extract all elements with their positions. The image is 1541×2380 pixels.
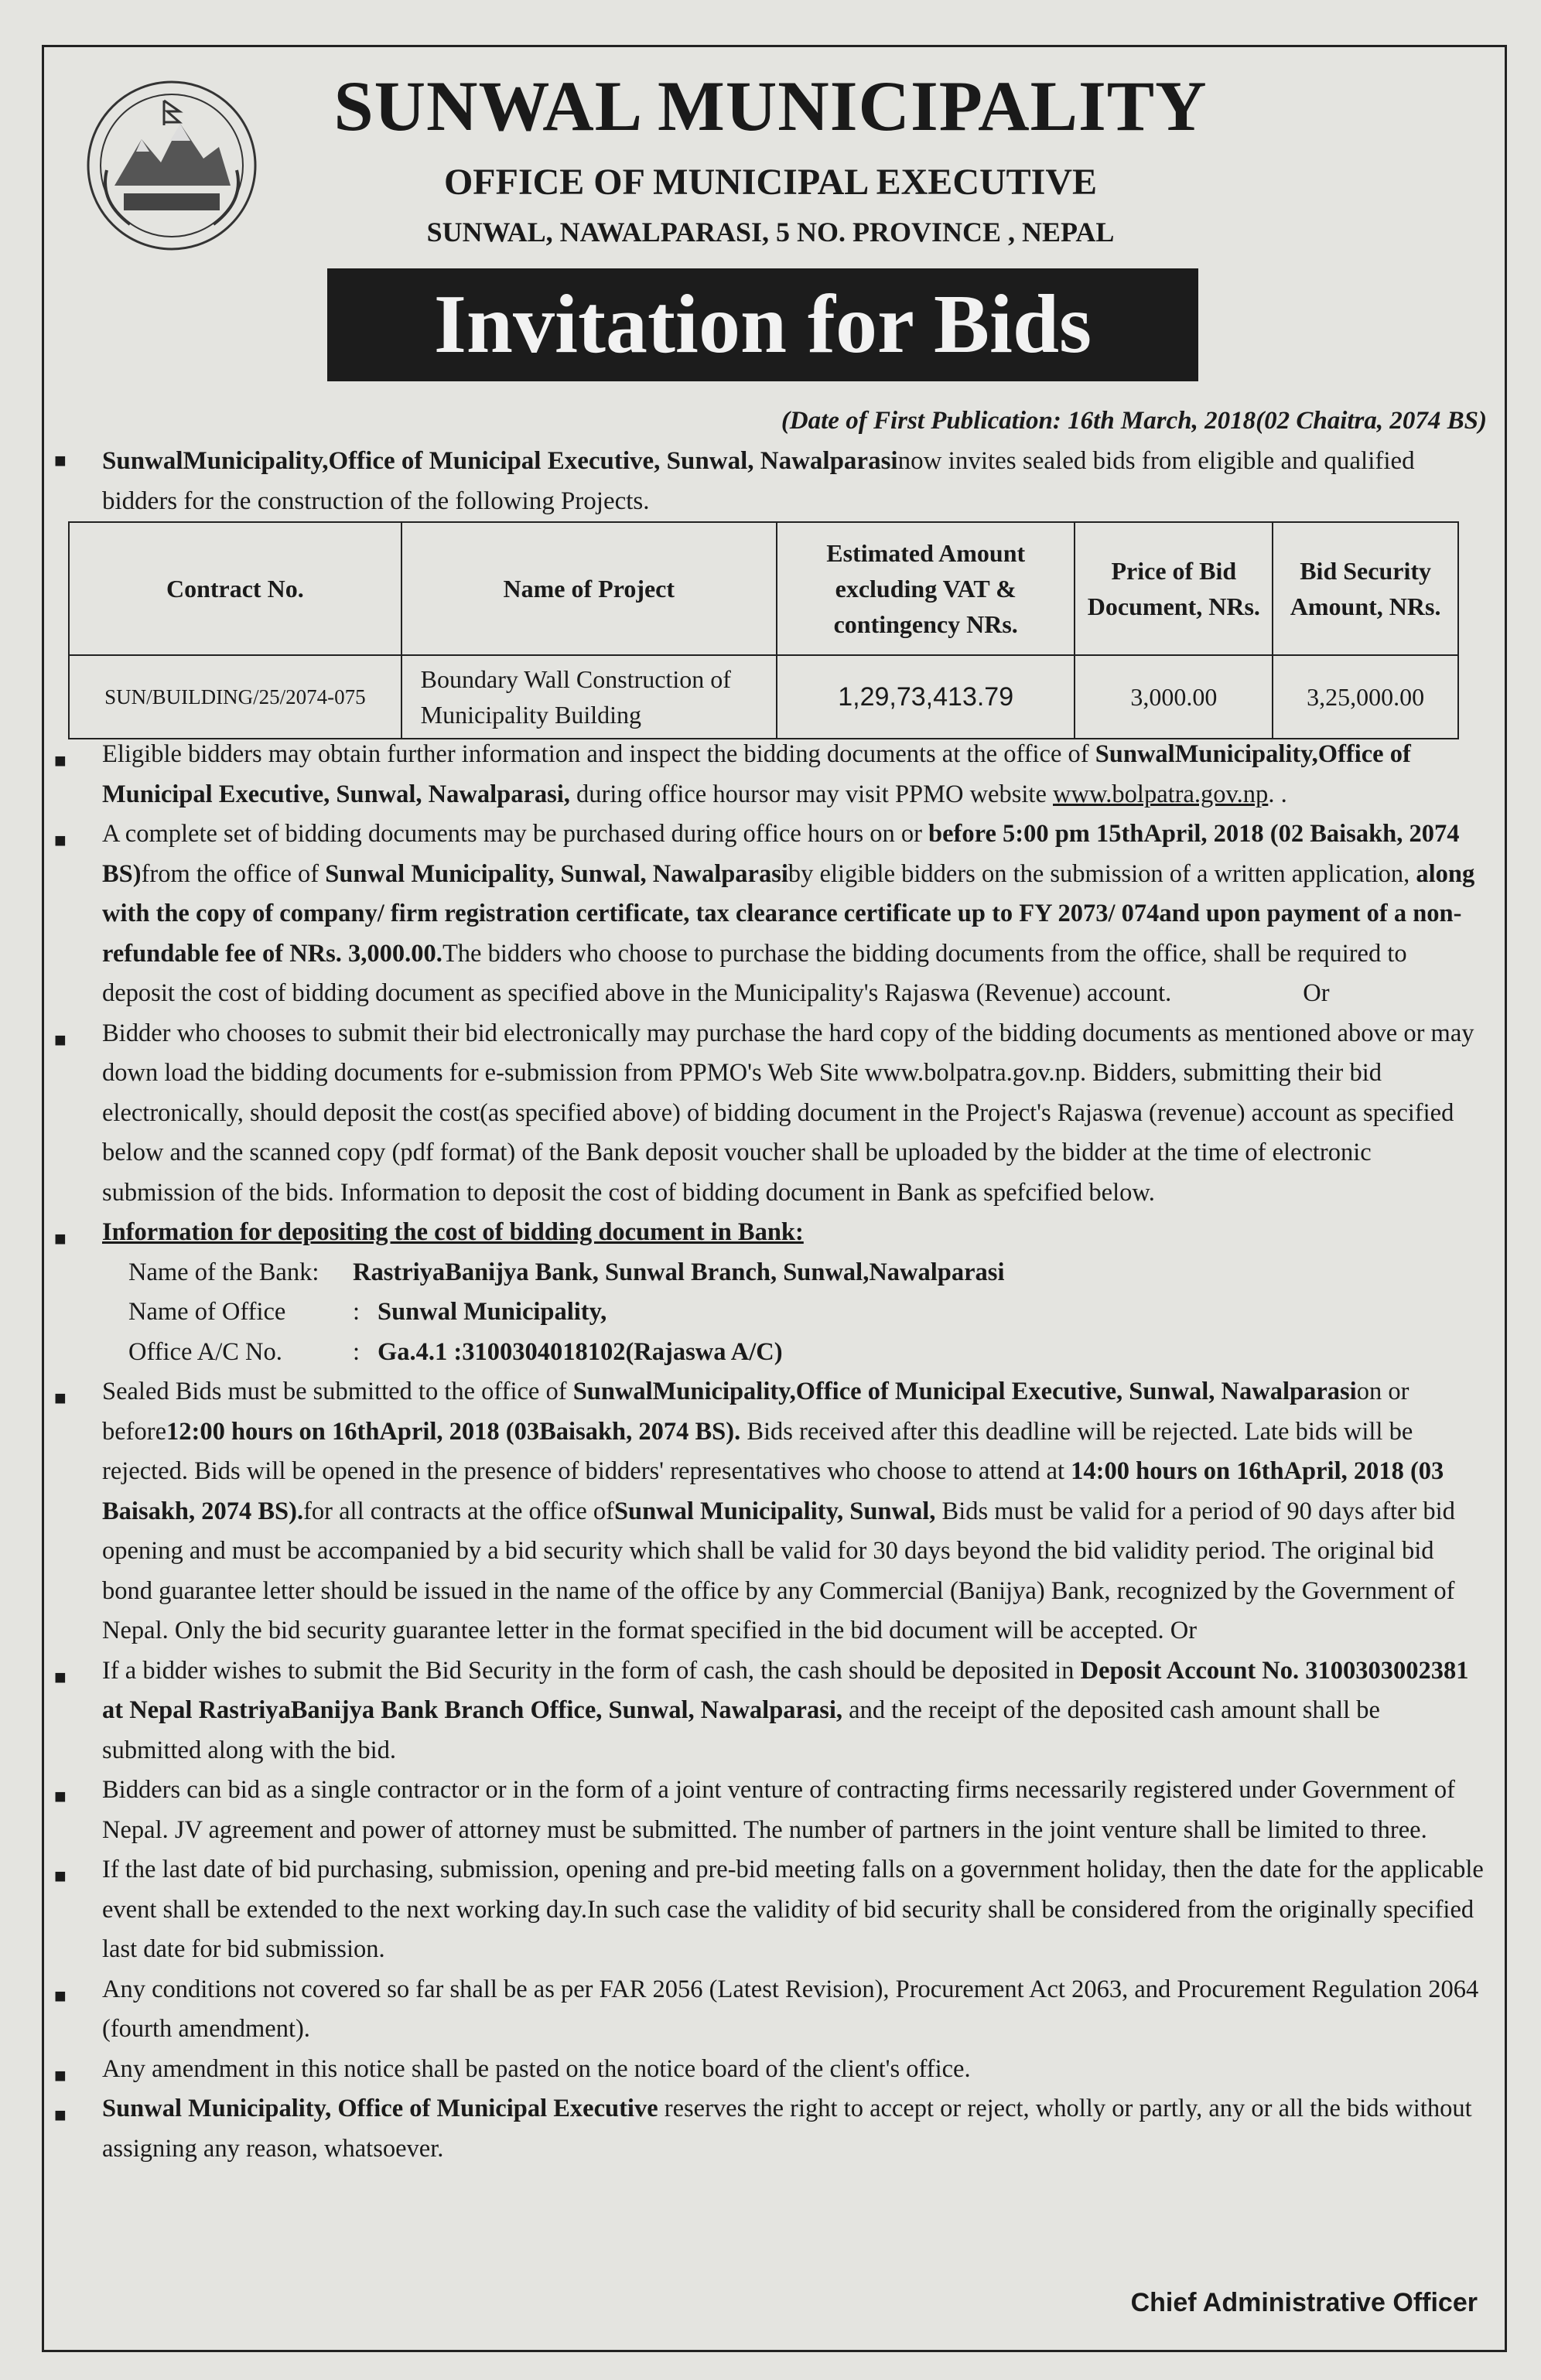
cell-bid-document-price: 3,000.00 (1075, 655, 1273, 739)
paragraph-joint-venture: ■ Bidders can bid as a single contractor or in the form of a joint venture of contracting firms necessarily registered under Government of Nepal. JV agreement and power of attorney must be submitted. The number of partners in the joint venture shall be limited to three. (54, 1776, 1456, 1844)
bullet-icon: ■ (54, 1228, 67, 1250)
header-contract-no: Contract No. (69, 522, 401, 655)
bullet-icon: ■ (54, 2104, 67, 2126)
cell-estimated-amount: 1,29,73,413.79 (777, 655, 1075, 739)
bullet-icon: ■ (54, 1387, 67, 1409)
cell-contract-no: SUN/BUILDING/25/2074-075 (69, 655, 401, 739)
paragraph-regulations: ■ Any conditions not covered so far shall be as per FAR 2056 (Latest Revision), Procurement Act 2063, and Procurement Regulation 2064 (fourth amendment). (54, 1975, 1479, 2043)
bank-info-heading: Information for depositing the cost of bidding document in Bank: (102, 1218, 804, 1246)
bullet-icon: ■ (54, 1665, 67, 1689)
table-row (69, 655, 1458, 739)
bids-table (68, 521, 1459, 739)
paragraph-further-information: ■ Eligible bidders may obtain further information and inspect the bidding documents at the office of SunwalMunicipality,Office of Municipal Executive, Sunwal, Nawalparasi, during office hoursor may visit PPMO website www.bolpatra.gov.np. . (54, 740, 1411, 808)
bullet-icon: ■ (54, 1785, 67, 1808)
intro-bold: SunwalMunicipality,Office of Municipal Executive, Sunwal, Nawalparasi (102, 447, 898, 475)
header-bid-document-price: Price of Bid Document, NRs. (1075, 522, 1273, 655)
bullet-icon: ■ (54, 449, 67, 472)
table-header-row (69, 522, 1458, 655)
municipality-title: SUNWAL MUNICIPALITY (333, 67, 1208, 145)
header-bid-security: Bid Security Amount, NRs. (1273, 522, 1458, 655)
bank-details: Name of the Bank: RastriyaBanijya Bank, Sunwal Branch, Sunwal,Nawalparasi Name of Office : Sunwal Municipality, Office A/C No. : Ga.4.1 :3100304018102(Rajaswa A/C) (128, 1258, 1005, 1366)
intro-paragraph (54, 441, 1485, 521)
office-title: OFFICE OF MUNICIPAL EXECUTIVE (443, 162, 1098, 203)
paragraph-rights-reserved: ■ Sunwal Municipality, Office of Municipal Executive reserves the right to accept or reject, wholly or partly, any or all the bids without assigning any reason, whatsoever. (54, 2095, 1472, 2163)
paragraph-purchase-documents: ■ A complete set of bidding documents may be purchased during office hours on or before 5:00 pm 15thApril, 2018 (02 Baisakh, 2074 BS)from the office of Sunwal Municipality, Sunwal, Nawalparasiby eligible bidders on the submission of a written application, along with the copy of company/ firm registration certificate, tax clearance certificate up to FY 2073/ 074and upon payment of a non-refundable fee of NRs. 3,000.00.The bidders who choose to purchase the bidding documents from the office, shall be required to deposit the cost of bidding document as specified above in the Municipality's Rajaswa (Revenue) account. Or (54, 820, 1475, 1007)
bullet-icon: ■ (54, 1984, 67, 2007)
bullet-icon: ■ (54, 2064, 67, 2087)
paragraph-amendment: ■ Any amendment in this notice shall be pasted on the notice board of the client's office. (54, 2050, 1485, 2090)
cell-bid-security: 3,25,000.00 (1273, 655, 1458, 739)
header-project-name: Name of Project (401, 522, 777, 655)
paragraph-bank-information (54, 1213, 1485, 1253)
header-estimated-amount: Estimated Amount excluding VAT & contingency NRs. (777, 522, 1075, 655)
bullet-icon: ■ (54, 750, 67, 772)
invitation-banner: Invitation for Bids (327, 268, 1198, 381)
signatory-title: Chief Administrative Officer (1130, 2288, 1478, 2317)
paragraph-bid-submission: ■ Sealed Bids must be submitted to the office of SunwalMunicipality,Office of Municipal Executive, Sunwal, Nawalparasion or before12:00 hours on 16thApril, 2018 (03Baisakh, 2074 BS). Bids received after this deadline will be rejected. Late bids will be rejected. Bids will be opened in the presence of bidders' representatives who choose to attend at 14:00 hours on 16thApril, 2018 (03 Baisakh, 2074 BS).for all contracts at the office ofSunwal Municipality, Sunwal, Bids must be valid for a period of 90 days after bid opening and must be accompanied by a bid security which shall be valid for 30 days beyond the bid validity period. The original bid bond guarantee letter should be issued in the name of the office by any Commercial (Banijya) Bank, recognized by the Government of Nepal. Only the bid security guarantee letter in the format specified in the bid document will be accepted. Or (54, 1378, 1455, 1644)
bullet-icon: ■ (54, 829, 67, 852)
paragraph-cash-security: ■ If a bidder wishes to submit the Bid Security in the form of cash, the cash should be deposited in Deposit Account No. 3100303002381 at Nepal RastriyaBanijya Bank Branch Office, Sunwal, Nawalparasi, and the receipt of the deposited cash amount shall be submitted along with the bid. (54, 1656, 1469, 1764)
bullet-icon: ■ (54, 1865, 67, 1887)
cell-project-name: Boundary Wall Construction of Municipality Building (401, 655, 777, 739)
bullet-icon: ■ (54, 1028, 67, 1051)
publication-date: (Date of First Publication: 16th March, 2018(02 Chaitra, 2074 BS) (781, 407, 1487, 435)
office-address: SUNWAL, NAWALPARASI, 5 NO. PROVINCE , NEPAL (426, 217, 1115, 248)
intro-text: now invites sealed bids from eligible and qualified bidders for the construction of the following Projects. (102, 447, 1415, 515)
paragraph-electronic-submission: ■ Bidder who chooses to submit their bid electronically may purchase the hard copy of the bidding documents as mentioned above or may down load the bidding documents for e-submission from PPMO's Web Site www.bolpatra.gov.np. Bidders, submitting their bid electronically, should deposit the cost(as specified above) of bidding document in the Project's Rajaswa (revenue) account as specified below and the scanned copy (pdf format) of the Bank deposit voucher shall be uploaded by the bidder at the time of electronic submission of the bids. Information to deposit the cost of bidding document in Bank as spefcified below. (54, 1019, 1474, 1207)
website-link[interactable]: www.bolpatra.gov.np (1053, 780, 1269, 808)
notice-body (54, 735, 1485, 2169)
paragraph-holiday-rule: ■ If the last date of bid purchasing, submission, opening and pre-bid meeting falls on a government holiday, then the date for the applicable event shall be extended to the next working day.In such case the validity of bid security shall be considered from the originally specified last date for bid submission. (54, 1856, 1484, 1963)
